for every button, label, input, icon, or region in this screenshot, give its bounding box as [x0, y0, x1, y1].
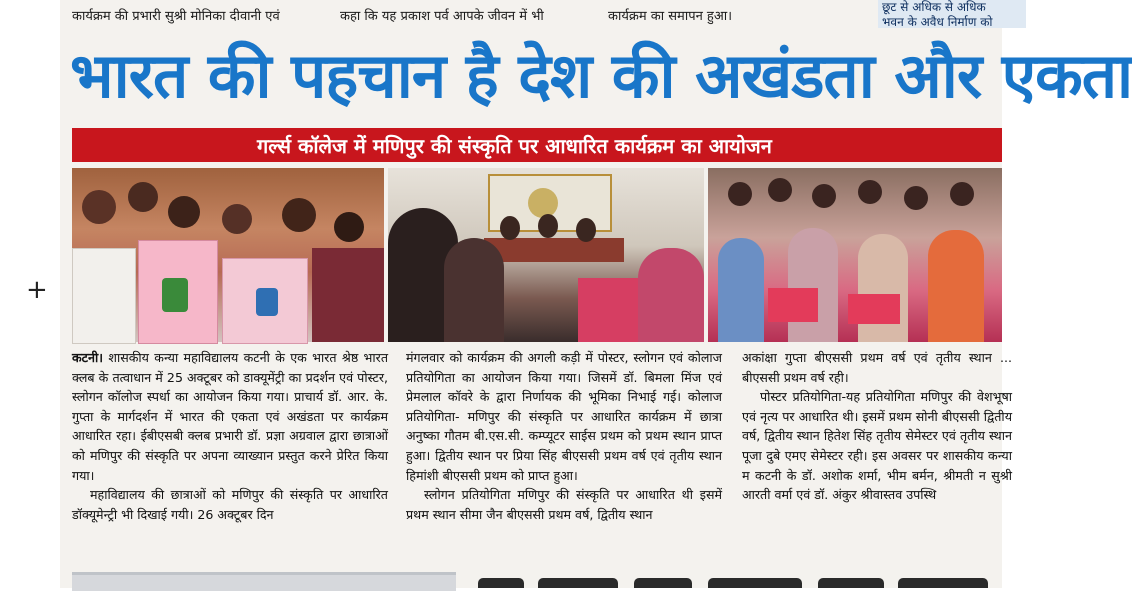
previous-article-strip — [60, 0, 1002, 30]
photo-audience — [708, 168, 1002, 342]
col1-paragraph-2: महाविद्यालय की छात्राओं को मणिपुर की संस्कृति पर आधारित डॉक्यूमेन्ट्री भी दिखाई गयी। 26 अक्टूबर दिन — [72, 487, 388, 522]
photo-students-posters — [72, 168, 384, 342]
article-column-3 — [742, 348, 1012, 505]
col3-paragraph-2: पोस्टर प्रतियोगिता-यह प्रतियोगिता मणिपुर की वेशभूषा एवं नृत्य पर आधारित थी। इसमें प्रथम सोनी बीएससी द्वितीय वर्ष, द्वितीय स्थान हितेश सिंह तृतीय सेमेस्टर एवं तृतीय स्थान पूजा दुबे एमए सेमेस्टर रही। इस अवसर पर शासकीय कन्या म कटनी के डॉ. अशोक शर्मा, भीम बर्मन, श्रीमती न सुश्री आरती वर्मा एवं डॉ. अंकुर श्रीवास्तव उपस्थि — [742, 389, 1012, 503]
crosshair-icon: + — [26, 275, 48, 305]
strip-col-4 — [878, 0, 1026, 28]
subheadline-bar — [72, 128, 1002, 162]
photo-stage-judges — [388, 168, 704, 342]
article-column-2 — [406, 348, 722, 524]
next-article-headline-partial — [478, 574, 1002, 588]
col2-paragraph-1: मंगलवार को कार्यक्रम की अगली कड़ी में पोस्टर, स्लोगन एवं कोलाज प्रतियोगिता का आयोजन किया गया। जिसमें डॉ. बिमला मिंज एवं प्रेमलाल कॉवरे के द्वारा निर्णायक की भूमिका निभाई गई। कोलाज प्रतियोगिता- मणिपुर की संस्कृति पर आधारित कार्यक्रम में छात्रा अनुष्का गौतम बी.एस.सी. कम्प्यूटर साईस प्रथम को प्रथम स्थान प्राप्त हुआ। द्वितीय स्थान पर प्रिया सिंह बीएससी प्रथम वर्ष एवं तृतीय स्थान हिमांशी बीएससी प्रथम को प्राप्त हुआ। — [406, 350, 722, 483]
strip-col-3: कार्यक्रम का समापन हुआ। — [608, 9, 733, 24]
article-column-1 — [72, 348, 388, 524]
subheadline: गर्ल्स कॉलेज में मणिपुर की संस्कृति पर आधारित कार्यक्रम का आयोजन — [257, 134, 772, 158]
col1-paragraph-1: शासकीय कन्या महाविद्यालय कटनी के एक भारत श्रेष्ठ भारत क्लब के तत्वाधान में 25 अक्टूबर को डाक्यूमेंट्री का प्रदर्शन एवं पोस्टर, स्लोगन कॉलोज स्पर्धा का आयोजन किया गया। प्राचार्य डॉ. आर. के. गुप्ता के मार्गदर्शन में भारत की एकता एवं अखंडता पर कार्यक्रम आधारित रहा। ईबीएसबी क्लब प्रभारी डॉ. प्रज्ञा अग्रवाल द्वारा छात्राओं को मणिपुर की संस्कृति पर अपना व्याख्यान प्रस्तुत करने प्रेरित किया गया। — [72, 350, 389, 483]
strip-col-4-line-2: भवन के अवैध निर्माण को — [882, 15, 993, 29]
strip-col-2: कहा कि यह प्रकाश पर्व आपके जीवन में भी — [340, 9, 544, 24]
dateline: कटनी। — [72, 350, 104, 365]
col2-paragraph-2: स्लोगन प्रतियोगिता मणिपुर की संस्कृति पर आधारित थी इसमें प्रथम स्थान सीमा जैन बीएससी प्रथम वर्ष, द्वितीय स्थान — [406, 487, 722, 522]
headline: भारत की पहचान है देश की अखंडता और एकता — [70, 39, 1132, 112]
col3-paragraph-1: अकांक्षा गुप्ता बीएससी प्रथम वर्ष एवं तृतीय स्थान ... बीएससी प्रथम वर्ष रही। — [742, 350, 1012, 385]
next-article-image — [72, 572, 456, 591]
strip-col-4-line-1: छूट से अधिक से अधिक — [882, 0, 986, 14]
newspaper-page — [60, 0, 1132, 588]
strip-col-1: कार्यक्रम की प्रभारी सुश्री मोनिका दीवानी एवं — [72, 9, 280, 24]
